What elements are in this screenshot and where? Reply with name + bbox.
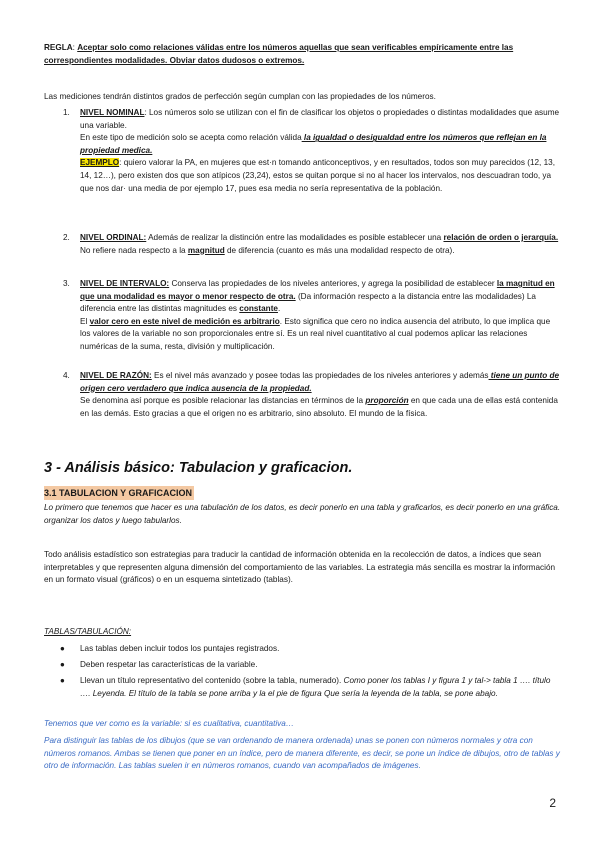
level-text-3: en que cada una de ellas está contenida en las demás. Esto gracias a que el origen no es arbitrario, sino absoluto. El mundo de la física.: [80, 396, 558, 418]
level-razon: [63, 370, 560, 420]
level-number: 4.: [63, 371, 70, 380]
regla-text: Aceptar solo como relaciones válidas entre los números aquellas que sean verificables empíricamente entre las correspondientes modalidades. Obviar datos dudosos o extremos.: [44, 43, 514, 65]
bullet-dot-icon: ●: [60, 644, 65, 653]
level-emphasis: tiene un punto de origen cero verdadero que indica ausencia de la propiedad.: [80, 371, 560, 393]
level-text-3: .: [277, 304, 281, 314]
bullet-item: [60, 675, 560, 700]
section-title: 3 - Análisis básico: Tabulacion y graficacion.: [44, 460, 353, 476]
level-text-2: (Da información respecto a la distancia entre las modalidades) La diferencia entre las distintas magnitudes es: [80, 291, 536, 314]
level-emphasis: la magnitud en que una modalidad es mayor o menor respecto de otra.: [80, 279, 555, 301]
analysis-paragraph: Todo análisis estadístico son estrategias para traducir la cantidad de información obtenida en la recolección de datos, a índices que sean interpretables y que representen alguna dimensión del comportamiento de las variables. La estrategia más sencilla es mostrar la información en un formato visual (gráficos) o en un esquema sintetizado (tablas).: [44, 550, 556, 585]
bullet-text: Las tablas deben incluir todos los puntajes registrados.: [80, 644, 280, 653]
level-emphasis-3: valor cero en este nivel de medición es arbitrario: [89, 316, 280, 326]
level-text: Además de realizar la distinción entre las modalidades es posible establecer una: [146, 233, 444, 242]
level-title: NIVEL NOMINAL: [80, 108, 145, 117]
page-number: 2: [549, 796, 556, 810]
level-text: Conserva las propiedades de los niveles anteriores, y agrega la posibilidad de establecer: [169, 279, 497, 288]
tablas-title: TABLAS/TABULACIÓN:: [44, 627, 132, 636]
level-text-3: de diferencia (cuanto es más una modalidad respecto de otra).: [224, 245, 455, 255]
bullet-italic-note: Como poner los tablas I y figura 1 y tal-> tabla 1 …. título …. Leyenda. El título de la tabla se pone arriba y la el pie de figura Que sería la leyenda de la tabla, se pone abajo.: [80, 676, 551, 698]
blue-note-2: Para distinguir las tablas de los dibujos (que se van ordenando de manera ordenada) unas se ponen con números normales y otra con números romanos. Ambas se tienen que poner en un índice, pero de manera diferente, es decir, se pone un índice de dibujos, otro de tablas y otro de información. Las tablas suelen ir en números romanos, cuando van acompañados de imágenes.: [44, 736, 560, 771]
level-number: 1.: [63, 108, 70, 117]
bullet-text: Llevan un título representativo del contenido (sobre la tabla, numerado).: [80, 676, 342, 685]
blue-note-1: Tenemos que ver como es la variable: si es cualitativa, cuantitativa…: [44, 719, 294, 728]
level-number: 3.: [63, 279, 70, 288]
level-number: 2.: [63, 233, 70, 242]
intro-paragraph: Las mediciones tendrán distintos grados de perfección según cumplan con las propiedades de los números.: [44, 92, 436, 101]
level-text: : Los números solo se utilizan con el fin de clasificar los objetos o propiedades o distintas modalidades que asume una variable.: [80, 108, 560, 130]
level-nominal: [63, 107, 560, 195]
italic-intro: Lo primero que tenemos que hacer es una tabulación de los datos, es decir ponerlo en una tabla y graficarlos, es decir ponerlo en una gráfica. organizar los datos y luego tabularlos.: [44, 503, 561, 525]
bullet-item: [60, 659, 560, 672]
level-text-2: En este tipo de medición solo se acepta como relación válida: [80, 133, 302, 143]
level-text-2: No refiere nada respecto a la: [80, 245, 188, 255]
bullet-text: Deben respetar las características de la variable.: [80, 660, 258, 669]
level-emphasis-2: magnitud: [187, 245, 225, 255]
level-emphasis-2: constante: [239, 304, 278, 314]
level-title: NIVEL DE INTERVALO:: [80, 279, 170, 288]
level-emphasis: la igualdad o desigualdad entre los números que reflejan en la propiedad medica.: [80, 133, 547, 155]
level-emphasis: relación de orden o jerarquía.: [443, 233, 559, 242]
level-title: NIVEL DE RAZÓN:: [80, 371, 152, 380]
bullet-item: [60, 643, 560, 656]
level-text-4: El: [80, 316, 90, 326]
regla-paragraph: REGLA: Aceptar solo como relaciones válidas entre los números aquellas que sean verificables empíricamente entre las correspondientes modalidades. Obviar datos dudosos o extremos.: [44, 43, 514, 65]
bullet-dot-icon: ●: [60, 676, 65, 685]
example-label: EJEMPLO: [80, 158, 120, 168]
level-ordinal: [63, 232, 560, 257]
level-text: Es el nivel más avanzado y posee todas las propiedades de los niveles anteriores y además: [151, 371, 489, 380]
level-text-5: . Esto significa que cero no indica ausencia del atributo, lo que implica que los valores de la variable no son proporcionales entre sí. Es un real nivel cuantitativo al cual podemos aplicar las relaciones numéricas de la suma, resta, división y multiplicación.: [80, 316, 551, 351]
section-subtitle: 3.1 TABULACION Y GRAFICACION: [44, 488, 193, 498]
level-title: NIVEL ORDINAL:: [80, 233, 147, 242]
bullet-dot-icon: ●: [60, 660, 65, 669]
level-text-2: Se denomina así porque es posible relacionar las distancias en términos de la: [80, 396, 366, 406]
regla-label: REGLA: [44, 43, 73, 52]
level-intervalo: [63, 278, 560, 354]
example-text: : quiero valorar la PA, en mujeres que est·n tomando anticonceptivos, y en resultados, todos son muy parecidos (12, 13, 14, 12…), pero existen dos que son atípicos (23,24), estos se quitan porque si no al hacer los intervalos, nos descuadran todo, ya que nos dar· una media de por ejemplo 17, pues esa media no sería representativa de la población.: [80, 158, 555, 193]
level-emphasis-2: proporción: [365, 396, 409, 406]
